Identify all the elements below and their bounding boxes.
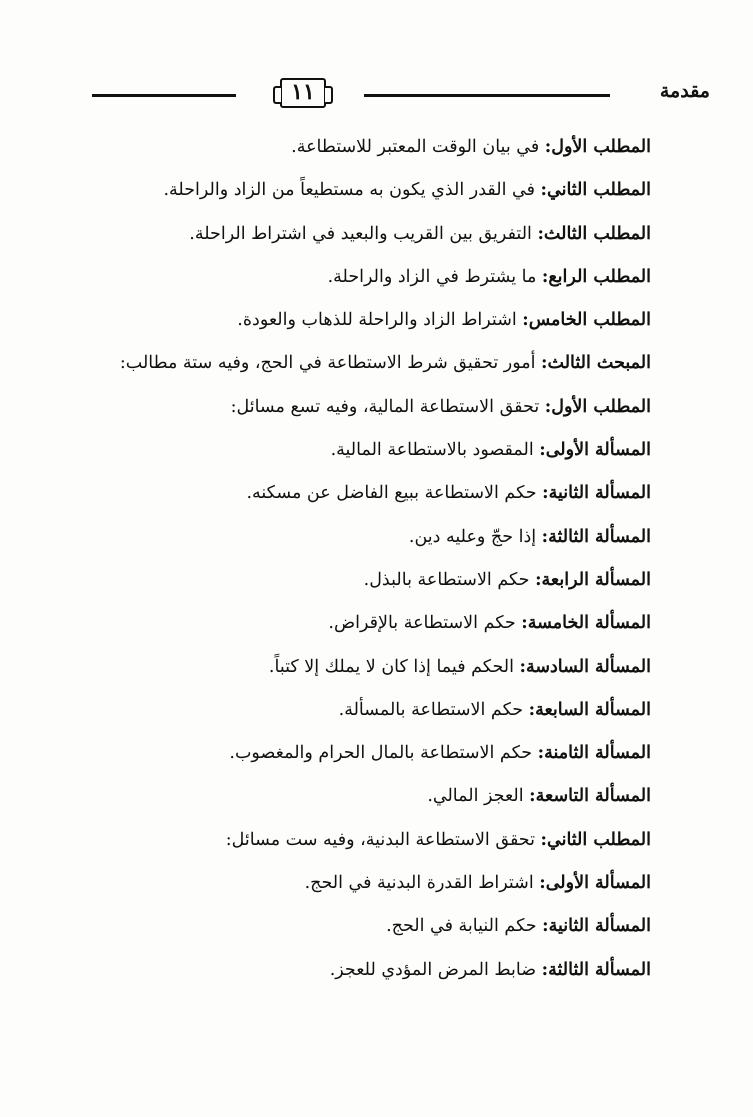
line-text: حكم الاستطاعة بالبذل. [363, 569, 536, 590]
line-text: تحقق الاستطاعة البدنية، وفيه ست مسائل: [225, 829, 541, 850]
line-text: العجز المالي. [427, 786, 530, 807]
content-line [91, 213, 651, 256]
line-text: حكم الاستطاعة ببيع الفاضل عن مسكنه. [246, 483, 543, 504]
content-line [91, 732, 651, 775]
line-text: ضابط المرض المؤدي للعجز. [329, 959, 542, 980]
line-text: حكم الاستطاعة بالمسألة. [338, 699, 529, 720]
line-label: المسألة الخامسة: [521, 613, 651, 634]
content-line [91, 559, 651, 602]
line-text: حكم الاستطاعة بالإقراض. [328, 613, 522, 634]
line-label: المسألة الثانية: [542, 916, 651, 937]
line-text: حكم الاستطاعة بالمال الحرام والمغصوب. [229, 743, 538, 764]
line-label: المطلب الخامس: [522, 310, 651, 331]
header-rule-right [364, 94, 610, 97]
header-rule-left [92, 94, 236, 97]
line-text: المقصود بالاستطاعة المالية. [330, 440, 540, 461]
line-label: المسألة التاسعة: [529, 786, 651, 807]
page-header [92, 76, 710, 116]
content-line [91, 949, 651, 992]
line-label: المسألة الثالثة: [541, 526, 651, 547]
page-title: مقدمة [659, 80, 710, 102]
line-text: ما يشترط في الزاد والراحلة. [327, 266, 542, 287]
line-text: التفريق بين القريب والبعيد في اشتراط الراحلة. [189, 223, 538, 244]
content-line [91, 516, 651, 559]
line-label: المطلب الأول: [544, 396, 651, 417]
content-line [91, 342, 651, 385]
line-label: المسألة الثانية: [542, 483, 651, 504]
line-label: المسألة الرابعة: [535, 569, 651, 590]
line-label: المطلب الثاني: [540, 829, 651, 850]
line-label: المسألة الأولى: [539, 873, 651, 894]
content-line [91, 256, 651, 299]
content-line [91, 429, 651, 472]
line-text: اشتراط الزاد والراحلة للذهاب والعودة. [237, 310, 523, 331]
content-line [91, 602, 651, 645]
line-label: المطلب الرابع: [541, 266, 651, 287]
line-label: المبحث الثالث: [541, 353, 651, 374]
content-list [91, 126, 651, 992]
line-label: المطلب الثالث: [537, 223, 651, 244]
line-text: في بيان الوقت المعتبر للاستطاعة. [291, 137, 545, 157]
line-label: المسألة الأولى: [539, 440, 651, 461]
line-text: الحكم فيما إذا كان لا يملك إلا كتباً. [268, 656, 520, 677]
content-line [91, 905, 651, 948]
line-label: المسألة الثالثة: [541, 959, 651, 980]
line-label: المسألة الثامنة: [537, 743, 651, 764]
page-number: ١١ [280, 78, 326, 108]
content-line [91, 126, 651, 169]
content-line [91, 819, 651, 862]
content-line [91, 775, 651, 818]
content-line [91, 386, 651, 429]
content-line [91, 689, 651, 732]
line-text: حكم النيابة في الحج. [386, 916, 543, 937]
line-text: إذا حجّ وعليه دين. [408, 526, 542, 547]
line-label: المسألة السادسة: [519, 656, 651, 677]
line-text: اشتراط القدرة البدنية في الحج. [304, 873, 540, 894]
line-text: أمور تحقيق شرط الاستطاعة في الحج، وفيه ستة مطالب: [119, 353, 542, 374]
content-line [91, 299, 651, 342]
line-text: في القدر الذي يكون به مستطيعاً من الزاد والراحلة. [163, 180, 541, 201]
content-line [91, 472, 651, 515]
line-label: المسألة السابعة: [528, 699, 651, 720]
content-line [91, 862, 651, 905]
line-label: المطلب الأول: [544, 137, 651, 157]
content-line [91, 646, 651, 689]
line-text: تحقق الاستطاعة المالية، وفيه تسع مسائل: [230, 396, 545, 417]
line-label: المطلب الثاني: [540, 180, 651, 201]
content-line [91, 169, 651, 212]
